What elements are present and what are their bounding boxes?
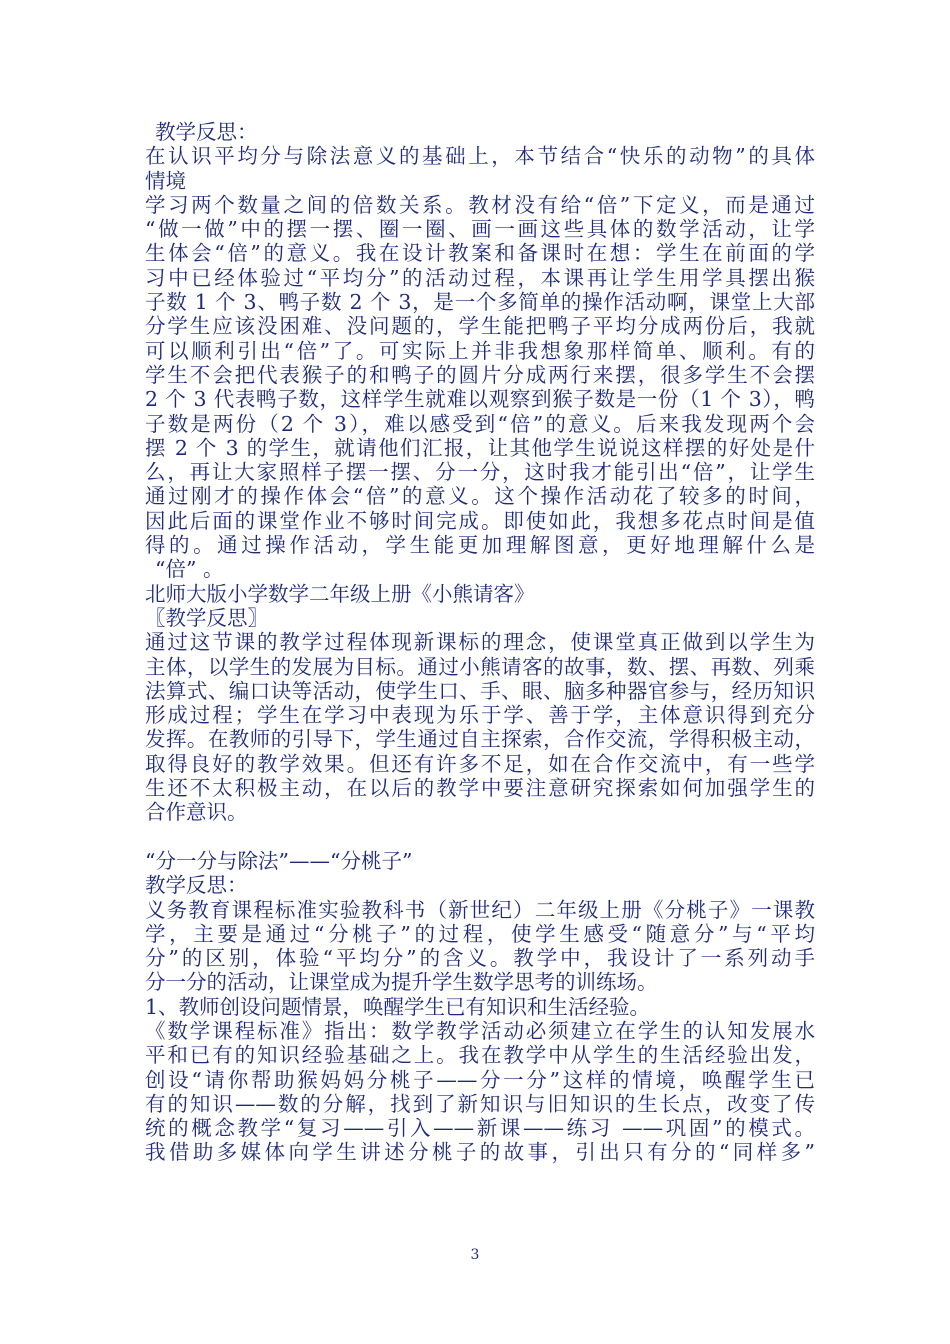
text-line: 通过这节课的教学过程体现新课标的理念，使课堂真正做到以学生为 bbox=[145, 630, 815, 655]
text-line: 生还不太积极主动，在以后的教学中要注意研究探索如何加强学生的 bbox=[145, 776, 815, 801]
text-line: 学习两个数量之间的倍数关系。教材没有给“倍”下定义，而是通过 bbox=[145, 192, 815, 217]
text-line: 分学生应该没困难、没问题的，学生能把鸭子平均分成两份后，我就 bbox=[145, 314, 815, 339]
text-line: 主体，以学生的发展为目标。通过小熊请客的故事，数、摆、再数、列乘 bbox=[145, 654, 815, 679]
text-line: 法算式、编口诀等活动，使学生口、手、眼、脑多种器官参与，经历知识 bbox=[145, 678, 815, 703]
text-line: 得的。通过操作活动，学生能更加理解图意，更好地理解什么是 bbox=[145, 533, 815, 558]
text-line: 教学反思： bbox=[145, 873, 248, 898]
text-line: 创设“请你帮助猴妈妈分桃子——分一分”这样的情境，唤醒学生已 bbox=[145, 1067, 815, 1092]
text-line: 合作意识。 bbox=[145, 800, 248, 825]
text-line: 发挥。在教师的引导下，学生通过自主探索，合作交流，学得积极主动， bbox=[145, 727, 815, 752]
text-line: 可以顺利引出“倍”了。可实际上并非我想象那样简单、顺利。有的 bbox=[145, 338, 815, 363]
text-line: 情境 bbox=[145, 168, 186, 193]
text-line: 统的概念教学“复习——引入——新课——练习 ——巩固”的模式。 bbox=[145, 1116, 815, 1141]
text-line: 子数 1 个 3、鸭子数 2 个 3，是一个多简单的操作活动啊，课堂上大部 bbox=[145, 290, 815, 315]
text-line: 〖教学反思〗 bbox=[145, 605, 268, 630]
text-line: “分一分与除法”——“分桃子” bbox=[145, 848, 413, 873]
text-line: 我借助多媒体向学生讲述分桃子的故事，引出只有分的“同样多” bbox=[145, 1140, 815, 1165]
text-line: 2 个 3 代表鸭子数，这样学生就难以观察到猴子数是一份（1 个 3），鸭 bbox=[145, 387, 815, 412]
text-line: 在认识平均分与除法意义的基础上，本节结合“快乐的动物”的具体 bbox=[145, 144, 815, 169]
text-line: “做一做”中的摆一摆、圈一圈、画一画这些具体的数学活动，让学 bbox=[145, 217, 815, 242]
text-line: 义务教育课程标准实验教科书（新世纪）二年级上册《分桃子》一课教 bbox=[145, 897, 815, 922]
text-line: 子数是两份（2 个 3），难以感受到“倍”的意义。后来我发现两个会 bbox=[145, 411, 815, 436]
text-line: 有的知识——数的分解，找到了新知识与旧知识的生长点，改变了传 bbox=[145, 1091, 815, 1116]
text-line: 《数学课程标准》指出：数学教学活动必须建立在学生的认知发展水 bbox=[145, 1018, 815, 1043]
text-line: 分”的区别，体验“平均分”的含义。教学中，我设计了一系列动手 bbox=[145, 946, 815, 971]
text-line: 1、教师创设问题情景，唤醒学生已有知识和生活经验。 bbox=[145, 994, 651, 1019]
text-line: 通过刚才的操作体会“倍”的意义。这个操作活动花了较多的时间， bbox=[145, 484, 815, 509]
text-line: 北师大版小学数学二年级上册《小熊请客》 bbox=[145, 581, 535, 606]
text-line: 教学反思： bbox=[155, 120, 258, 144]
text-line: 习中已经体验过“平均分”的活动过程，本课再让学生用学具摆出猴 bbox=[145, 265, 815, 290]
text-line: 因此后面的课堂作业不够时间完成。即使如此，我想多花点时间是值 bbox=[145, 508, 815, 533]
text-line: 分一分的活动，让课堂成为提升学生数学思考的训练场。 bbox=[145, 970, 658, 995]
text-line: 摆 2 个 3 的学生，就请他们汇报，让其他学生说说这样摆的好处是什 bbox=[145, 435, 815, 460]
text-line: 形成过程；学生在学习中表现为乐于学、善于学，主体意识得到充分 bbox=[145, 703, 815, 728]
blank-line bbox=[145, 825, 815, 849]
document-body bbox=[145, 120, 815, 1165]
text-line: 么，再让大家照样子摆一摆、分一分，这时我才能引出“倍”，让学生 bbox=[145, 460, 815, 485]
text-line: 取得良好的教学效果。但还有许多不足，如在合作交流中，有一些学 bbox=[145, 751, 815, 776]
text-line: 学生不会把代表猴子的和鸭子的圆片分成两行来摆，很多学生不会摆 bbox=[145, 362, 815, 387]
page-number: 3 bbox=[470, 1247, 480, 1263]
text-line: 生体会“倍”的意义。我在设计教案和备课时在想：学生在前面的学 bbox=[145, 241, 815, 266]
text-line: “倍” 。 bbox=[155, 557, 224, 582]
text-line: 平和已有的知识经验基础之上。我在教学中从学生的生活经验出发， bbox=[145, 1043, 815, 1068]
text-line: 学，主要是通过“分桃子”的过程，使学生感受“随意分”与“平均 bbox=[145, 921, 815, 946]
